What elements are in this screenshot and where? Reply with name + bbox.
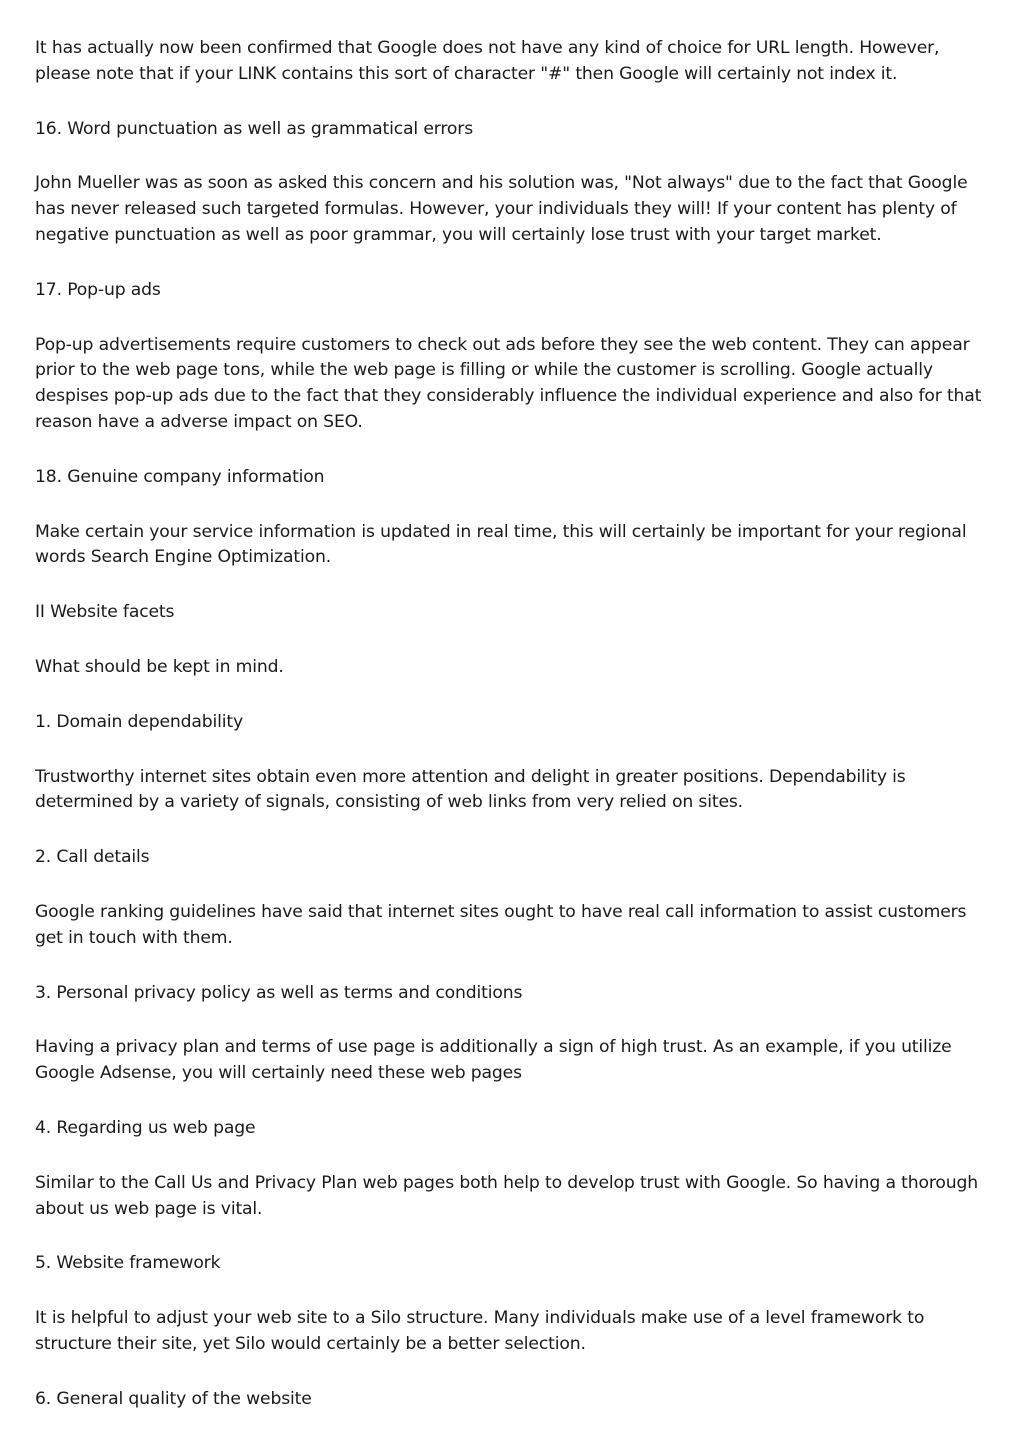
paragraph-company-info: Make certain your service information is updated in real time, this will certainly be important for your regional words Search Engine Optimization.: [35, 521, 967, 568]
section-heading-popup-ads: 17. Pop-up ads: [35, 279, 161, 300]
section-heading-general-quality: 6. General quality of the website: [35, 1388, 312, 1409]
paragraph-url-length: It has actually now been confirmed that Google does not have any kind of choice for URL length. However, please note that if your LINK contains this sort of character "#" then Google will certainly not index it.: [35, 38, 940, 84]
paragraph-about-us: Similar to the Call Us and Privacy Plan web pages both help to develop trust with Google. So having a thorough about us web page is vital.: [35, 1172, 978, 1219]
section-heading-domain-dependability: 1. Domain dependability: [35, 711, 244, 732]
paragraph-punctuation: John Mueller was as soon as asked this concern and his solution was, "Not always" due to the fact that Google has never released such targeted formulas. However, your individuals they will! If your content has plenty of negative punctuation as well as poor grammar, you will certainly lose trust with your target market.: [35, 173, 968, 245]
paragraph-popup-ads: Pop-up advertisements require customers to check out ads before they see the web content. They can appear prior to the web page tons, while the web page is filling or while the customer is scrolling. Google actually despises pop-up ads due to the fact that they considerably influence the individual experience and also for that reason have a adverse impact on SEO.: [35, 334, 982, 432]
section-heading-call-details: 2. Call details: [35, 847, 150, 868]
paragraph-call-details: Google ranking guidelines have said that internet sites ought to have real call information to assist customers get in touch with them.: [35, 901, 967, 948]
section-heading-about-us: 4. Regarding us web page: [35, 1117, 256, 1138]
paragraph-kept-in-mind: What should be kept in mind.: [35, 656, 284, 677]
section-heading-punctuation: 16. Word punctuation as well as grammatical errors: [35, 118, 474, 139]
section-heading-website-facets: II Website facets: [35, 602, 175, 623]
paragraph-privacy-policy: Having a privacy plan and terms of use page is additionally a sign of high trust. As an example, if you utilize Google Adsense, you will certainly need these web pages: [35, 1037, 952, 1084]
section-heading-website-framework: 5. Website framework: [35, 1253, 221, 1274]
section-heading-privacy-policy: 3. Personal privacy policy as well as terms and conditions: [35, 982, 523, 1003]
paragraph-website-framework: It is helpful to adjust your web site to a Silo structure. Many individuals make use of a level framework to structure their site, yet Silo would certainly be a better selection.: [35, 1308, 925, 1354]
paragraph-domain-dependability: Trustworthy internet sites obtain even more attention and delight in greater positions. Dependability is determined by a variety of signals, consisting of web links from very relied on sites.: [35, 766, 906, 813]
section-heading-company-info: 18. Genuine company information: [35, 466, 325, 487]
